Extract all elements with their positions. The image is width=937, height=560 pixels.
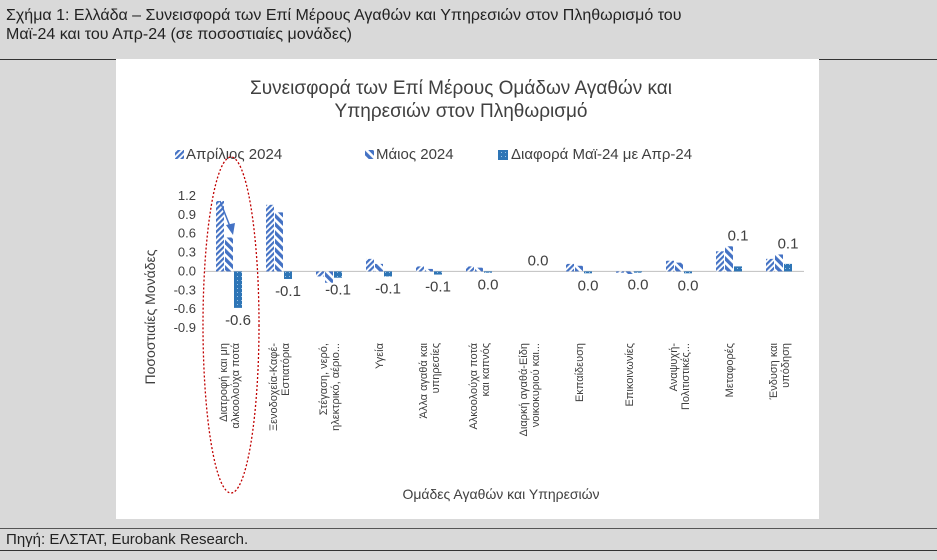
source-divider-bottom [0, 550, 937, 551]
category-label-line: Αναψυχή- [668, 343, 680, 392]
chart-title-line-2: Υπηρεσιών στον Πληθωρισμό [334, 101, 588, 122]
data-label-diff: 0.1 [727, 227, 749, 245]
source-note: Πηγή: ΕΛΣΤΑΤ, Eurobank Research. [6, 531, 249, 548]
bar-apr-2024 [316, 271, 324, 276]
bar-diff [634, 271, 642, 272]
legend-label-diff: Διαφορά Μαϊ-24 με Απρ-24 [511, 146, 693, 163]
category-label-line: Ξενοδοχεία-Καφέ- [268, 343, 280, 432]
bar-may-2024 [425, 269, 433, 272]
bar-apr-2024 [266, 205, 274, 272]
category-label-line: Εστιατόρια [280, 343, 292, 396]
category-label-line: Αλκοολούχα ποτά [468, 343, 480, 430]
category-label-line: Διατροφή και μη [218, 343, 230, 422]
bar-apr-2024 [366, 259, 374, 272]
category-label [768, 342, 792, 400]
caption-line-2: Μαϊ-24 και του Απρ-24 (σε ποσοστιαίες μονάδες) [6, 26, 352, 43]
bar-diff [284, 271, 292, 279]
y-tick-label: 1.2 [177, 188, 196, 203]
category-label-line: υπόδηση [780, 343, 792, 388]
category-label-line: αλκοολούχα ποτά [230, 343, 242, 429]
bar-diff [484, 271, 492, 272]
chart-title-line-1: Συνεισφορά των Επί Μέρους Ομάδων Αγαθών και [250, 78, 672, 99]
bar-may-2024 [575, 266, 583, 272]
legend [175, 146, 692, 163]
bar-diff [684, 271, 692, 273]
bar-may-2024 [225, 237, 233, 271]
y-tick-label: -0.3 [173, 282, 196, 298]
legend-swatch-apr [175, 150, 184, 159]
category-label [218, 342, 242, 428]
category-label [468, 342, 492, 429]
bar-chart [116, 59, 819, 519]
bar-apr-2024 [616, 271, 624, 272]
x-axis-categories [218, 342, 792, 436]
y-tick-label: -0.6 [173, 301, 196, 317]
legend-label-may: Μάιος 2024 [376, 146, 454, 163]
category-label-line: ηλεκτρικό, αέριο... [330, 343, 342, 431]
source-divider-top [0, 528, 937, 529]
data-label-diff: 0.0 [527, 252, 549, 270]
bar-may-2024 [725, 246, 733, 271]
data-label-diff: 0.0 [677, 277, 699, 295]
bar-apr-2024 [566, 264, 574, 272]
category-label-line: Εκπαίδευση [574, 343, 586, 403]
category-label [374, 342, 386, 369]
bar-apr-2024 [716, 251, 724, 271]
bar-may-2024 [625, 271, 633, 274]
data-label-diff: 0.0 [577, 277, 599, 295]
bar-diff [784, 264, 792, 272]
chart-panel [116, 59, 819, 519]
y-tick-label: 0.0 [177, 263, 196, 279]
category-label [668, 343, 692, 410]
category-label [418, 342, 442, 418]
category-label [574, 343, 586, 402]
data-label-diff: -0.1 [425, 278, 451, 296]
category-label-line: νοικοκυριού και... [530, 343, 542, 428]
category-label-line: Επικοινωνίες [624, 343, 636, 407]
bar-diff [434, 271, 442, 274]
category-label-line: υπηρεσίες [430, 343, 442, 394]
bar-diff [334, 271, 342, 277]
y-tick-label: 0.6 [177, 225, 196, 241]
category-label-line: Στέγαση, νερό, [318, 343, 330, 416]
legend-swatch-may [365, 150, 374, 159]
bar-may-2024 [375, 264, 383, 272]
category-label-line: και καπνός [480, 343, 492, 397]
bar-may-2024 [775, 254, 783, 271]
y-tick-label: 0.3 [177, 244, 196, 260]
category-label [318, 343, 342, 431]
y-tick-label: -0.9 [173, 320, 196, 335]
data-label-diff: -0.1 [375, 280, 401, 298]
y-tick-label: 0.9 [177, 206, 196, 222]
category-label [268, 342, 292, 431]
bar-apr-2024 [666, 261, 674, 272]
category-label [624, 343, 636, 407]
bar-apr-2024 [216, 201, 224, 271]
category-label [518, 343, 542, 436]
legend-swatch-diff [498, 150, 508, 160]
x-axis-title: Ομάδες Αγαθών και Υπηρεσιών [402, 486, 600, 502]
bar-apr-2024 [766, 259, 774, 272]
bar-may-2024 [475, 268, 483, 272]
data-label-diff: -0.1 [275, 282, 301, 300]
data-label-diff: -0.1 [325, 281, 351, 299]
bar-diff [584, 271, 592, 273]
category-label-line: Ένδυση και [768, 343, 780, 400]
y-axis-title: Ποσοστιαίες Μονάδες [142, 249, 158, 385]
y-axis-ticks [174, 188, 196, 335]
bar-may-2024 [275, 212, 283, 271]
bar-may-2024 [675, 263, 683, 272]
data-label-diff: -0.6 [225, 311, 251, 329]
legend-label-apr: Απρίλιος 2024 [186, 146, 283, 163]
category-label-line: Υγεία [374, 343, 386, 370]
category-label-line: Πολιτιστικές... [680, 343, 692, 411]
bar-apr-2024 [466, 266, 474, 271]
category-label-line: Μεταφορές [724, 343, 736, 398]
bar-apr-2024 [416, 266, 424, 271]
plot-area [204, 201, 804, 329]
category-label-line: Διαρκή αγαθά-Είδη [518, 343, 530, 437]
bar-diff [384, 271, 392, 276]
category-label [724, 343, 736, 397]
category-label-line: Άλλα αγαθά και [418, 343, 430, 419]
bar-diff [734, 266, 742, 271]
bar-diff [234, 271, 242, 307]
caption-line-1: Σχήμα 1: Ελλάδα – Συνεισφορά των Επί Μέρους Αγαθών και Υπηρεσιών στον Πληθωρισμό του [6, 7, 682, 24]
data-label-diff: 0.0 [477, 276, 499, 294]
figure-caption [6, 6, 926, 44]
data-label-diff: 0.0 [627, 276, 649, 294]
data-label-diff: 0.1 [777, 235, 799, 253]
